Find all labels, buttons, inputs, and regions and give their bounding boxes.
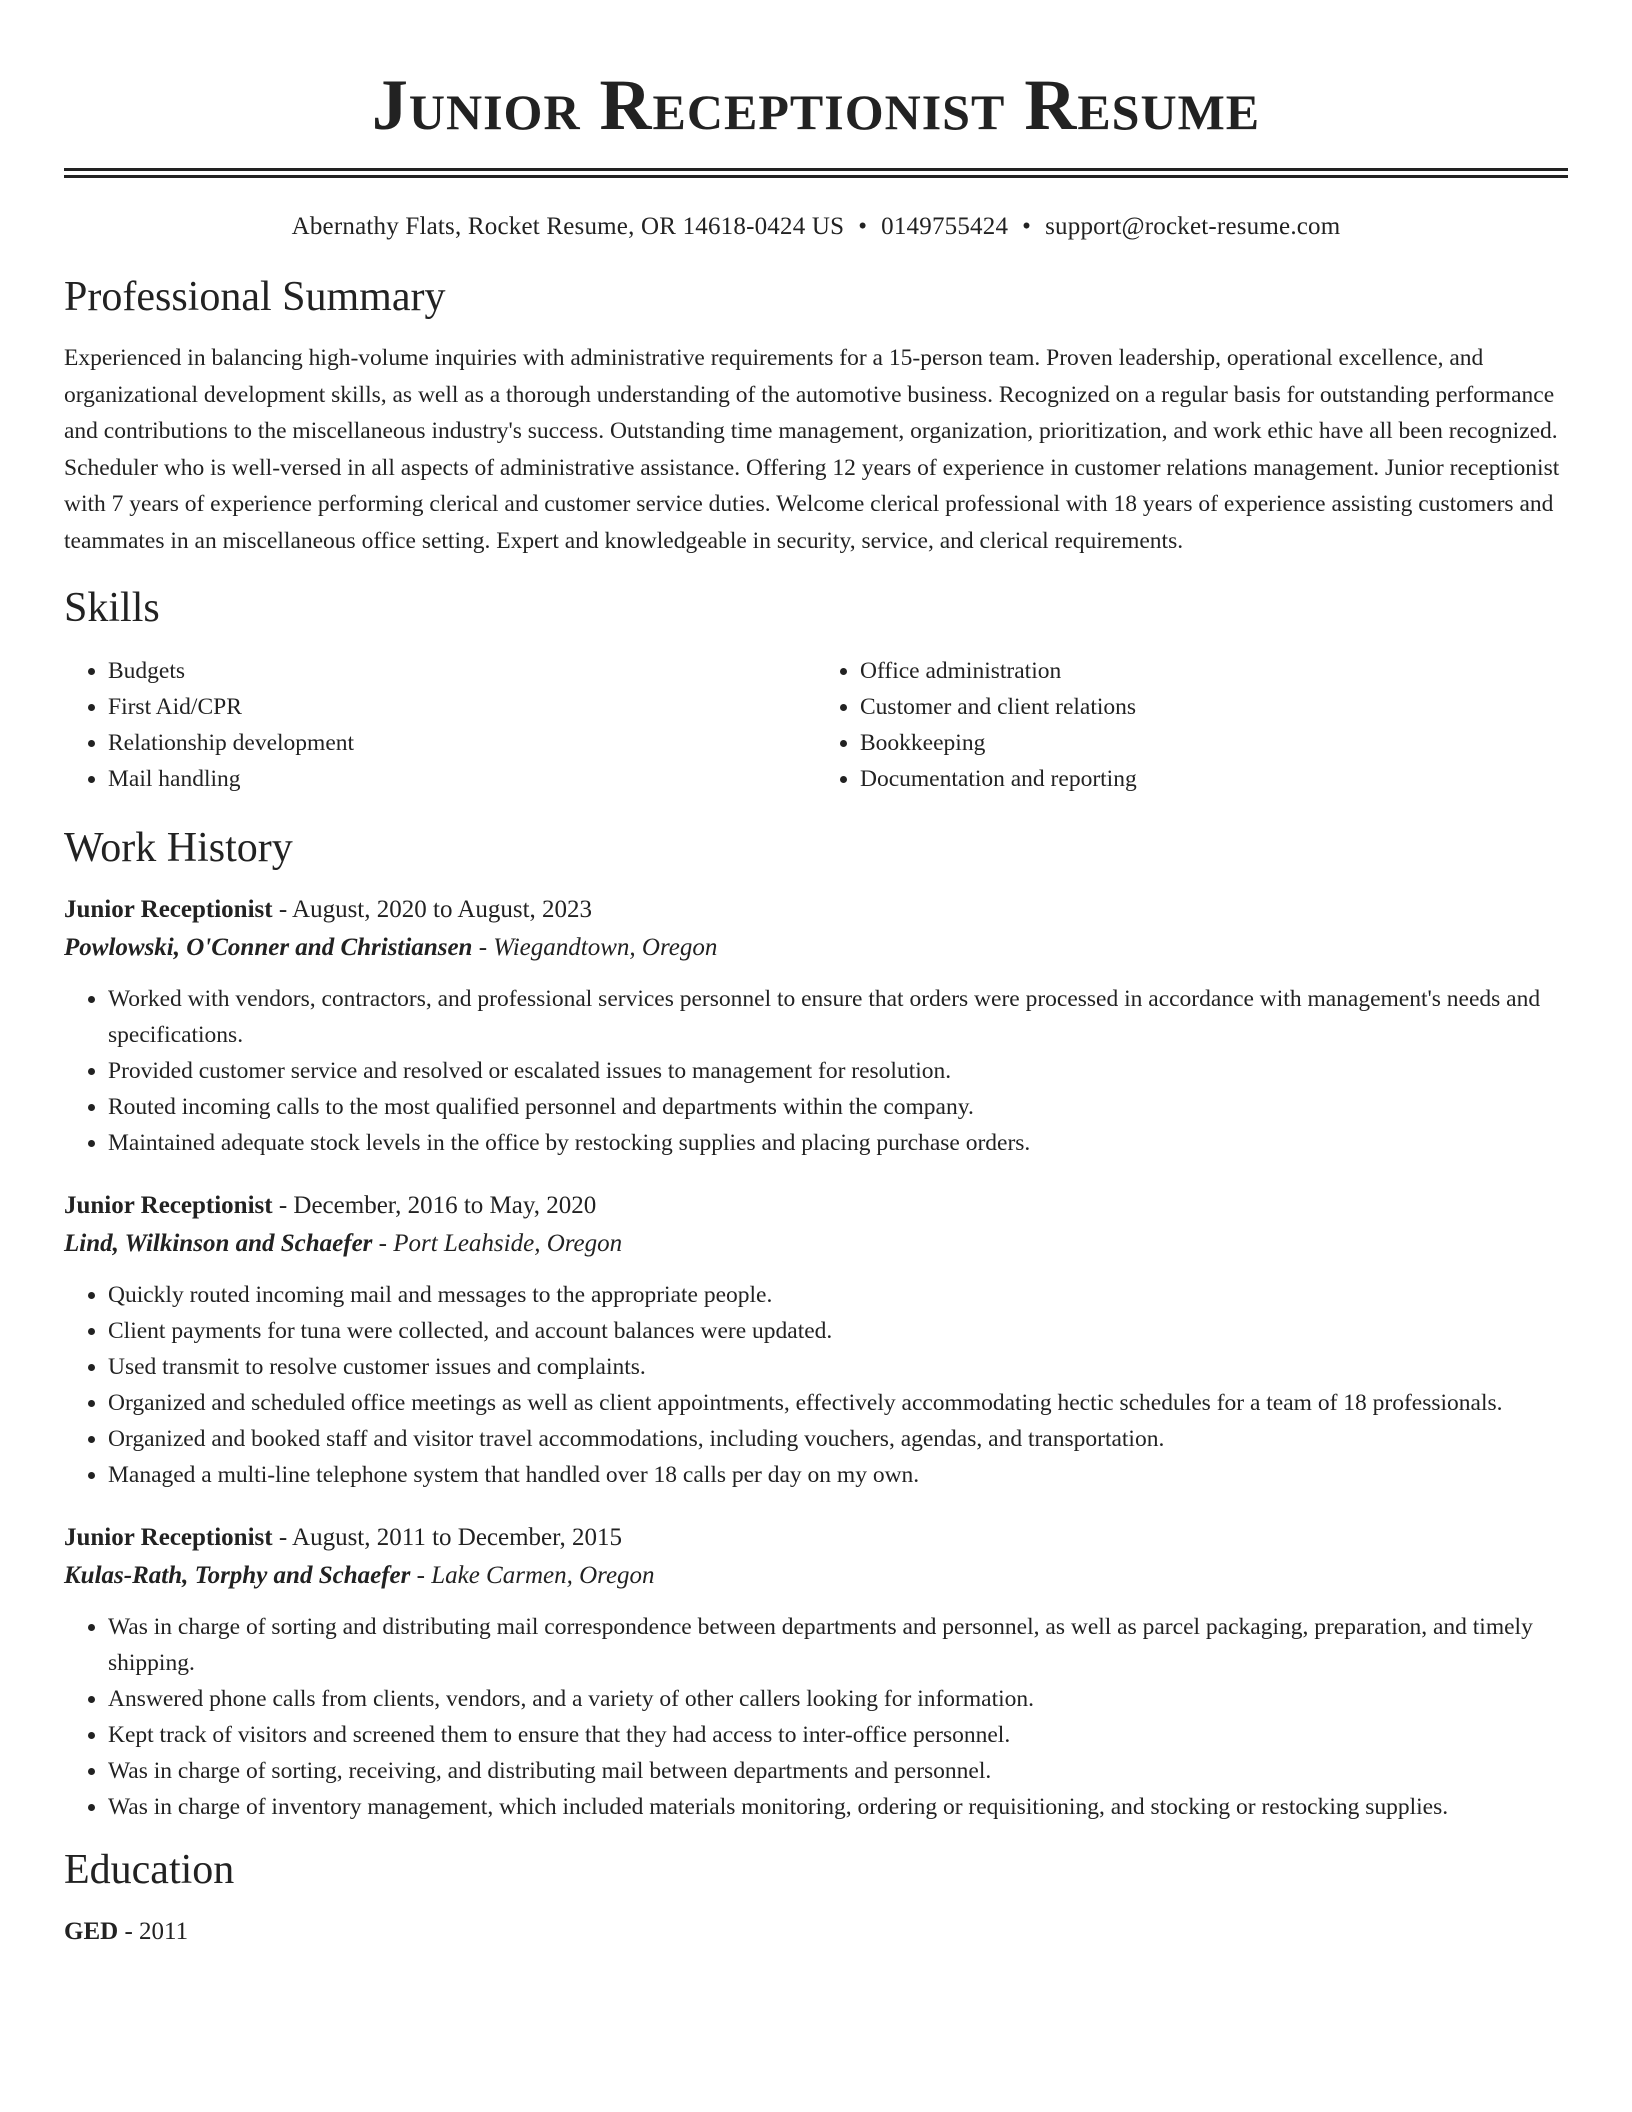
job-header xyxy=(64,891,1568,929)
job-duty: • Managed a multi-line telephone system that handled over 18 calls per day on my own. xyxy=(108,1457,1568,1493)
title-divider-top xyxy=(64,168,1568,171)
resume-title: Junior Receptionist Resume xyxy=(371,65,1261,145)
job-entry xyxy=(64,891,1568,1161)
job-entry xyxy=(64,1519,1568,1825)
job-title: Junior Receptionist xyxy=(64,1524,273,1551)
contact-line xyxy=(64,212,1568,242)
job-duty: • Was in charge of sorting, receiving, and distributing mail between departments and personnel. xyxy=(108,1753,1568,1789)
contact-email: support@rocket-resume.com xyxy=(1045,213,1341,240)
job-duty: • Was in charge of inventory management, which included materials monitoring, ordering or requisitioning, and stocking or restocking supplies. xyxy=(108,1789,1568,1825)
job-duties xyxy=(64,981,1568,1161)
job-duty: • Quickly routed incoming mail and messages to the appropriate people. xyxy=(108,1277,1568,1313)
skill-item: • Relationship development xyxy=(108,725,816,761)
job-location: - Wiegandtown, Oregon xyxy=(472,934,718,961)
job-company-line xyxy=(64,1225,1568,1263)
job-header xyxy=(64,1519,1568,1557)
contact-phone: 0149755424 xyxy=(881,213,1009,240)
job-duty: • Maintained adequate stock levels in the office by restocking supplies and placing purchase orders. xyxy=(108,1125,1568,1161)
job-duty: • Client payments for tuna were collected, and account balances were updated. xyxy=(108,1313,1568,1349)
education-degree: GED xyxy=(64,1918,119,1945)
title-divider-bottom xyxy=(64,175,1568,178)
job-duties xyxy=(64,1609,1568,1825)
skill-item: • Office administration xyxy=(860,653,1568,689)
education-year: - 2011 xyxy=(118,1918,189,1945)
skills-list xyxy=(64,653,1568,797)
job-duty: • Used transmit to resolve customer issues and complaints. xyxy=(108,1349,1568,1385)
job-duties xyxy=(64,1277,1568,1493)
job-duty: • Answered phone calls from clients, vendors, and a variety of other callers looking for information. xyxy=(108,1681,1568,1717)
job-title: Junior Receptionist xyxy=(64,896,273,923)
job-dates: - August, 2020 to August, 2023 xyxy=(272,896,593,923)
skill-item: • Documentation and reporting xyxy=(860,761,1568,797)
job-location: - Lake Carmen, Oregon xyxy=(410,1562,655,1589)
summary-heading: Professional Summary xyxy=(64,274,446,320)
work-history-heading: Work History xyxy=(64,825,293,871)
job-company-line xyxy=(64,1557,1568,1595)
skill-item: • Bookkeeping xyxy=(860,725,1568,761)
job-duty: • Worked with vendors, contractors, and professional services personnel to ensure that orders were processed in accordance with management's needs and specifications. xyxy=(108,981,1568,1053)
skills-heading: Skills xyxy=(64,585,160,631)
job-duty: • Organized and booked staff and visitor travel accommodations, including vouchers, agendas, and transportation. xyxy=(108,1421,1568,1457)
skills-column-left xyxy=(64,653,816,797)
job-dates: - December, 2016 to May, 2020 xyxy=(272,1192,597,1219)
job-title: Junior Receptionist xyxy=(64,1192,273,1219)
education-entry xyxy=(64,1913,1568,1951)
contact-address: Abernathy Flats, Rocket Resume, OR 14618-0424 US xyxy=(291,213,845,240)
summary-text: Experienced in balancing high-volume inquiries with administrative requirements for a 15-person team. Proven leadership, operational excellence, and organizational development skills, as well as a thorough understanding of the automotive business. Recognized on a regular basis for outstanding performance and contributions to the miscellaneous industry's success. Outstanding time management, organization, prioritization, and work ethic have all been recognized. Scheduler who is well-versed in all aspects of administrative assistance. Offering 12 years of experience in customer relations management. Junior receptionist with 7 years of experience performing clerical and customer service duties. Welcome clerical professional with 18 years of experience assisting customers and teammates in an miscellaneous office setting. Expert and knowledgeable in security, service, and clerical requirements. xyxy=(64,345,1560,554)
skill-item: • Mail handling xyxy=(108,761,816,797)
job-dates: - August, 2011 to December, 2015 xyxy=(272,1524,622,1551)
job-entry xyxy=(64,1187,1568,1493)
job-company: Lind, Wilkinson and Schaefer xyxy=(64,1230,373,1257)
skill-item: • First Aid/CPR xyxy=(108,689,816,725)
job-company: Kulas-Rath, Torphy and Schaefer xyxy=(64,1562,411,1589)
job-duty: • Routed incoming calls to the most qualified personnel and departments within the company. xyxy=(108,1089,1568,1125)
contact-separator: • xyxy=(1022,213,1032,240)
job-duty: • Provided customer service and resolved or escalated issues to management for resolution. xyxy=(108,1053,1568,1089)
contact-separator: • xyxy=(858,213,868,240)
job-duty: • Kept track of visitors and screened them to ensure that they had access to inter-office personnel. xyxy=(108,1717,1568,1753)
job-header xyxy=(64,1187,1568,1225)
skill-item: • Budgets xyxy=(108,653,816,689)
skills-column-right xyxy=(816,653,1568,797)
job-duty: • Organized and scheduled office meetings as well as client appointments, effectively accommodating hectic schedules for a team of 18 professionals. xyxy=(108,1385,1568,1421)
education-heading: Education xyxy=(64,1847,235,1893)
job-duty: • Was in charge of sorting and distributing mail correspondence between departments and personnel, as well as parcel packaging, preparation, and timely shipping. xyxy=(108,1609,1568,1681)
skill-item: • Customer and client relations xyxy=(860,689,1568,725)
job-company: Powlowski, O'Conner and Christiansen xyxy=(64,934,473,961)
job-location: - Port Leahside, Oregon xyxy=(372,1230,623,1257)
job-company-line xyxy=(64,929,1568,967)
